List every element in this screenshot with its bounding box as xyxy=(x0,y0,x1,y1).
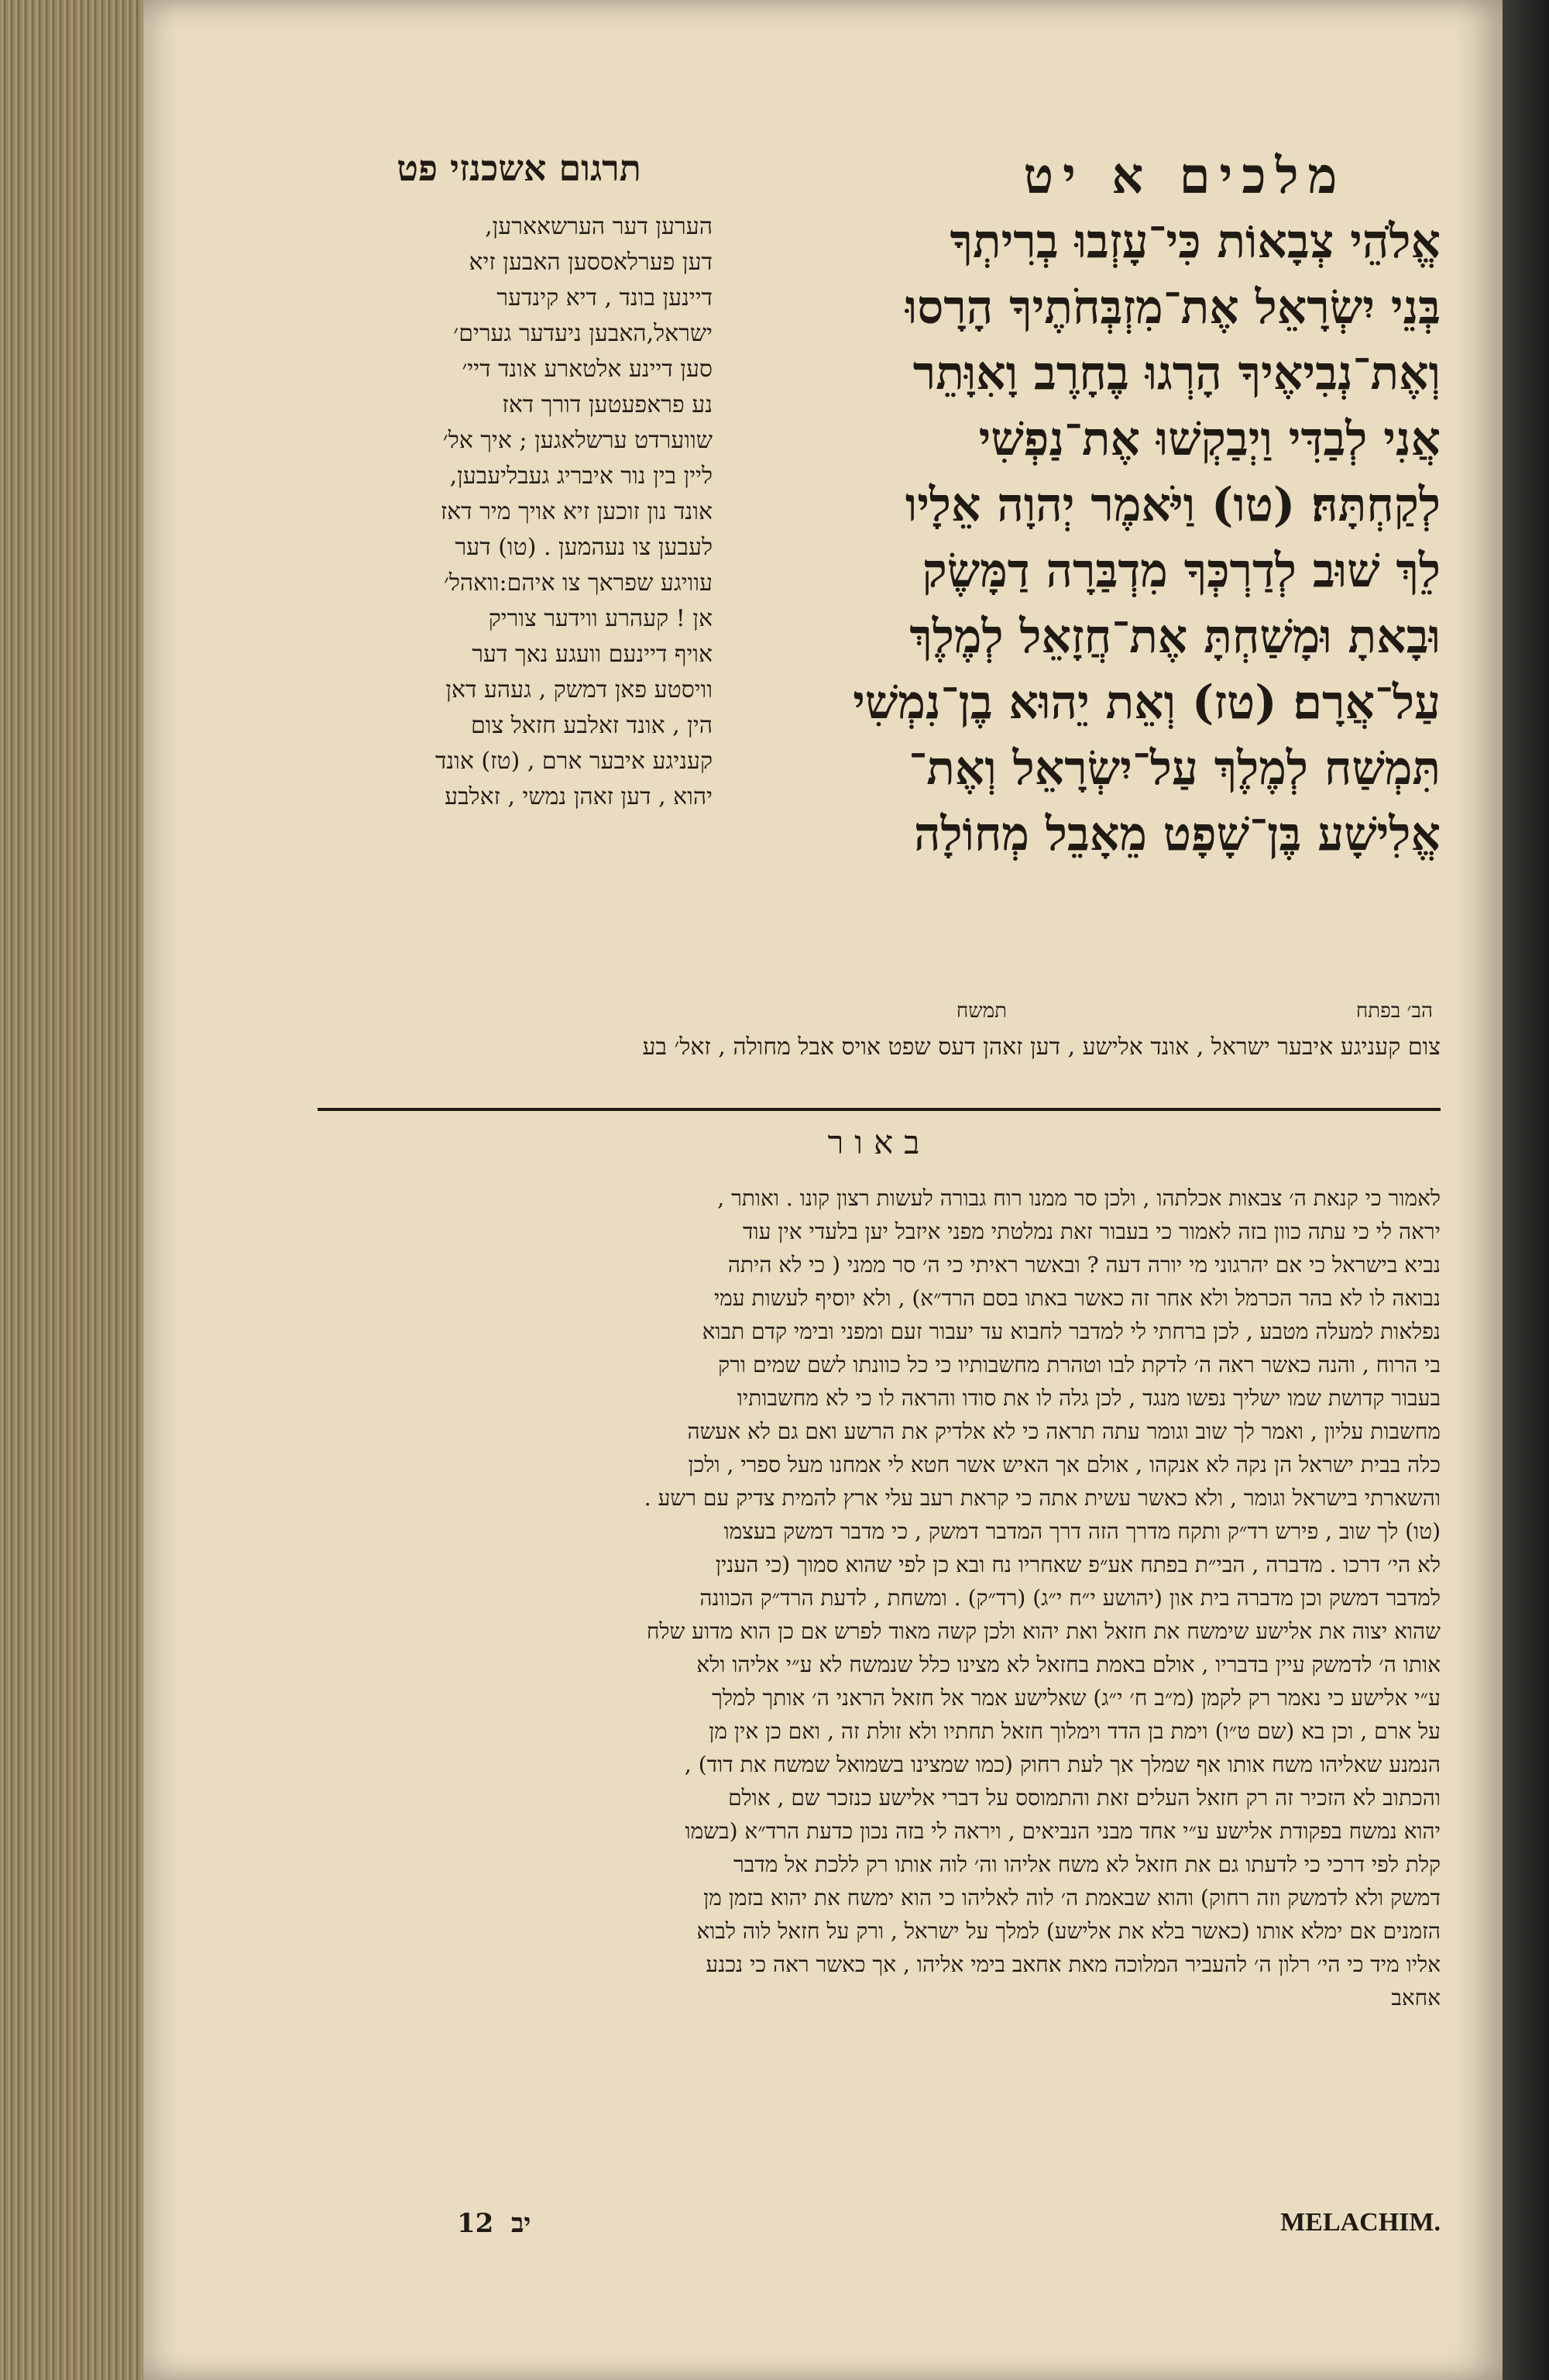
translation-line: אונד נון זוכען זיא אויך מיר דאז xyxy=(440,498,713,525)
commentary-line: יהוא נמשח בפקודת אלישע ע״י אחד מבני הנביאים , ויראה לי בזה נכון כדעת הרד״א (בשמו xyxy=(685,1818,1441,1844)
commentary-line: והשארתי בישראל וגומר , ולא כאשר עשית אתה כי קראת רעב עלי ארץ להמית צדיק עם רשע . xyxy=(644,1485,1441,1511)
commentary-line: כלה בבית ישראל הן נקה לא אנקהו , אולם אך האיש אשר חטא לי אמחנו מעל ספרי , ולכן xyxy=(688,1452,1441,1477)
commentary-line: דמשק ולא לדמשק וזה רחוק) והוא שבאמת ה׳ לוה לאליהו כי הוא ימשח את יהוא בזמן מן xyxy=(703,1885,1441,1911)
page-number: 12 xyxy=(457,2208,494,2239)
commentary-title: באור xyxy=(827,1123,931,1161)
commentary-line: יראה לי כי עתה כוון בזה לאמור כי בעבור זאת נמלטתי מפני איזבל יען בלעדי אין עוד xyxy=(742,1219,1441,1244)
translation-line: ליין בין נור איבריג געבליעבען, xyxy=(449,463,713,490)
commentary-line: לא הי׳ דרכו . מדברה , הבי״ת בפתח אע״פ שאחריו נח ובא כן לפי שהוא סמוך (כי הענין xyxy=(715,1552,1441,1577)
translation-line: אן ! קעהרע ווידער צוריק xyxy=(488,605,713,632)
book-header: מלכים א יט xyxy=(1023,147,1347,205)
hebrew-verse-line: בְּנֵי יִשְׂרָאֵל אֶת־מִזְבְּחֹתֶיךָ הָרָסוּ xyxy=(905,280,1441,335)
commentary-line: על ארם , וכן בא (שם ט״ו) וימת בן הדד וימלוך חזאל תחתיו ולא זולת זה , ואם כן אין מן xyxy=(709,1718,1441,1744)
hebrew-verse-line: תִּמְשַׁח לְמֶלֶךְ עַל־יִשְׂרָאֵל וְאֶת־ xyxy=(908,741,1441,796)
book-title-footer: MELACHIM. xyxy=(1280,2208,1441,2237)
commentary-line: שהוא יצוה את אלישע שימשח את חזאל ואת יהוא ולכן קשה מאוד לפרש אם כן הוא מדוע שלח xyxy=(646,1618,1441,1644)
page-content xyxy=(186,116,1456,2285)
commentary-line: נבואה לו לא בהר הכרמל ולא אחר זה כאשר באתו בסם הרד״א) , ולא יוסיף לעשות עמי xyxy=(713,1285,1441,1311)
page-footer xyxy=(318,2208,1441,2254)
commentary-line: אחאב xyxy=(1391,1985,1441,2010)
commentary-line: נפלאות למעלה מטבע , לכן ברחתי לי למדבר לחבוא עד יעבור זעם ומפני ובימי קדם תבוא xyxy=(702,1319,1441,1344)
hebrew-verse-line: לֵךְ שׁוּב לְדַרְכְּךָ מִדְבַּרָה דַמָּשֶׂק xyxy=(922,544,1441,598)
translation-line: נע פראפעטען דורך דאז xyxy=(502,391,713,418)
translation-line: הין , אונד זאלבע חזאל צום xyxy=(471,712,713,739)
hebrew-verse-line: אֱלֹהֵי צְבָאוֹת כִּי־עָזְבוּ בְרִיתְךָ xyxy=(950,215,1441,269)
translation-line: שווערדט ערשלאגען ; איך אל׳ xyxy=(442,427,713,454)
commentary-line: ע״י אלישע כי נאמר רק לקמן (מ״ב ח׳ י״ג) שאלישע אמר אל חזאל הראני ה׳ אותך למלך xyxy=(712,1685,1441,1711)
translation-line: דען פערלאססען האבען זיא xyxy=(469,249,713,276)
catchwords xyxy=(744,999,1441,1030)
page-edge xyxy=(0,0,147,2380)
hebrew-text-column xyxy=(744,209,1441,999)
hebrew-verse-line: אֱלִישָׁע בֶּן־שָׁפָט מֵאָבֵל מְחוֹלָה xyxy=(913,807,1441,862)
catchword-right: הב׳ בפתח xyxy=(1355,999,1433,1023)
commentary-line: מחשבות עליון , ואמר לך שוב וגומר עתה תראה כי לא אלדיק את הרשע ואם גם לא אעשה xyxy=(687,1419,1441,1444)
hebrew-verse-line: וְאֶת־נְבִיאֶיךָ הָרְגוּ בֶחָרֶב וָאִוָּתֵר xyxy=(912,346,1441,401)
commentary-line: אליו מיד כי הי׳ רלון ה׳ להעביר המלוכה מאת אחאב בימי אליהו , אך כאשר ראה כי נכנע xyxy=(706,1952,1441,1977)
commentary-line: קלת לפי דרכי כי לדעתו גם את חזאל לא משח אליהו וה׳ לוה אותו רק ללכת אל מדבר xyxy=(733,1852,1441,1877)
hebrew-verse-line: אֲנִי לְבַדִּי וַיְבַקְשׁוּ אֶת־נַפְשִׁי xyxy=(978,412,1441,466)
hebrew-verse-line: וּבָאתָ וּמָשַׁחְתָּ אֶת־חֲזָאֵל לְמֶלֶךְ xyxy=(909,610,1441,664)
translation-line: קעניגע איבער ארם , (טז) אונד xyxy=(434,748,713,775)
book-binding xyxy=(1503,0,1549,2380)
translation-line: אויף דיינעם וועגע נאך דער xyxy=(472,641,713,668)
commentary-line: לאמור כי קנאת ה׳ צבאות אכלתהו , ולכן סר ממנו רוח גבורה לעשות רצון קונו . ואותר , xyxy=(717,1185,1441,1211)
catchword-middle: תמשח xyxy=(956,999,1007,1023)
commentary-block xyxy=(318,1181,1441,2189)
translation-line: דיינען בונד , דיא קינדער xyxy=(496,284,713,311)
commentary-line: הזמנים אם ימלא אותו (כאשר בלא את אלישע) למלך על ישראל , ורק על חזאל לוה לבוא xyxy=(696,1918,1441,1944)
translation-line: עוויגע שפראך צו איהם:וואהל׳ xyxy=(443,569,713,597)
translation-column xyxy=(318,209,713,1077)
commentary-line: למדבר דמשק וכן מדברה בית און (יהושע י״ח י״ג) (רד״ק) . ומשחת , לדעת הרד״ק הכוונה xyxy=(699,1585,1441,1611)
section-divider xyxy=(318,1108,1441,1111)
hebrew-verse-line: עַל־אֲרָם׃ (טז) וְאֵת יֵהוּא בֶן־נִמְשִׁי xyxy=(853,676,1441,730)
translation-line: הערען דער הערשאארען, xyxy=(485,213,713,240)
translation-line: סען דיינע אלטארע אונד דיי׳ xyxy=(462,356,713,383)
translation-header: תרגום אשכנזי פט xyxy=(397,147,641,189)
commentary-line: בי הרוח , והנה כאשר ראה ה׳ לדקת לבו וטהרת מחשבותיו כי כל כוונתו לשם שמים ורק xyxy=(718,1352,1441,1377)
hebrew-verse-line: לְקַחְתָּהּ׃ (טו) וַיֹּאמֶר יְהוָה אֵלָיו xyxy=(905,478,1441,532)
commentary-line: בעבור קדושת שמו ישליך נפשו מנגד , לכן גלה לו את סודו והראה לו כי לא מחשבותיו xyxy=(737,1385,1441,1411)
translation-line: ישראל,האבען ניעדער גערים׳ xyxy=(453,320,713,347)
translation-line: וויסטע פאן דמשק , געהע דאן xyxy=(445,676,713,703)
commentary-line: והכתוב לא הזכיר זה רק חזאל העלים זאת והתמוסס על דברי אלישע כנזכר שם , אולם xyxy=(728,1785,1441,1811)
hebrew-page-number: יב xyxy=(511,2208,531,2239)
commentary-line: אותו ה׳ לדמשק עיין בדבריו , אולם באמת בחזאל לא מצינו כלל שנמשח לא ע״י אליהו ולא xyxy=(696,1652,1441,1677)
commentary-line: הנמנע שאליהו משח אותו אף שמלך אך לעת רחוק (כמו שמצינו בשמואל שמשח את דוד) , xyxy=(684,1752,1441,1777)
commentary-line: (טו) לך שוב , פירש רד״ק ותקח מדרך הזה דרך המדבר דמשק , כי מדבר דמשק בעצמו xyxy=(723,1518,1441,1544)
commentary-line: נביא בישראל כי אם יהרגוני מי יורה דעה ? ובאשר ראיתי כי ה׳ סר ממני ( כי לא היתה xyxy=(727,1252,1441,1278)
translation-continuation: צום קעניגע איבער ישראל , אונד אלישע , דען זאהן דעס שפט אויס אבל מחולה , זאל׳ בע xyxy=(642,1034,1441,1061)
translation-line: לעבען צו נעהמען . (טו) דער xyxy=(455,534,713,561)
translation-line: יהוא , דען זאהן נמשי , זאלבע xyxy=(445,783,713,810)
